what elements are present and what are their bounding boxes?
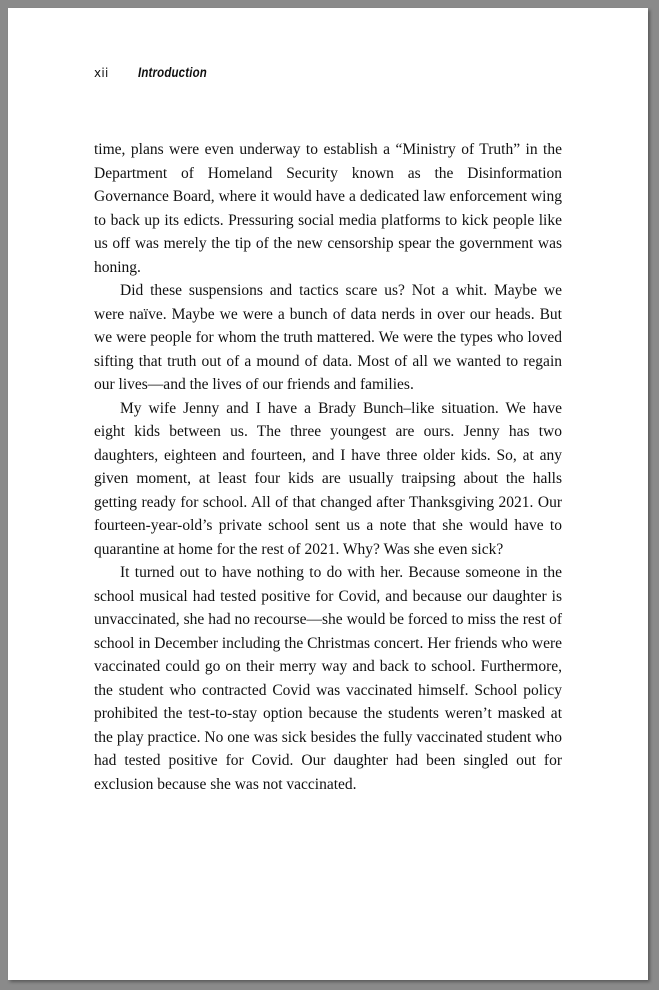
chapter-title: Introduction <box>138 64 207 80</box>
book-page <box>8 8 648 980</box>
page-number: xii <box>94 66 109 80</box>
paragraph: It turned out to have nothing to do with her. Because someone in the school musical had tested positive for Covid, and because our daughter is unvaccinated, she had no recourse—she would be forced to miss the rest of school in December including the Christmas concert. Her friends who were vaccinated could go on their merry way and back to school. Furthermore, the student who contracted Covid was vaccinated himself. School policy prohibited the test-to-stay option because the students weren’t masked at the play practice. No one was sick besides the fully vaccinated student who had tested positive for Covid. Our daughter had been singled out for exclusion because she was not vaccinated. <box>94 564 562 793</box>
running-head <box>94 64 222 84</box>
paragraph: My wife Jenny and I have a Brady Bunch–like situation. We have eight kids between us. The three youngest are ours. Jenny has two daughters, eighteen and fourteen, and I have three older kids. So, at any given moment, at least four kids are usually traipsing about the halls getting ready for school. All of that changed after Thanksgiving 2021. Our fourteen-year-old’s private school sent us a note that she would have to quarantine at home for the rest of 2021. Why? Was she even sick? <box>94 399 562 558</box>
paragraph: Did these suspensions and tactics scare us? Not a whit. Maybe we were naïve. Maybe we were a bunch of data nerds in over our heads. But we were people for whom the truth mattered. We were the types who loved sifting that truth out of a mound of data. Most of all we wanted to regain our lives—and the lives of our friends and families. <box>94 282 562 393</box>
paragraph-continued: time, plans were even underway to establish a “Ministry of Truth” in the Department of Homeland Security known as the Disinformation Governance Board, where it would have a dedicated law enforcement wing to back up its edicts. Pressuring social media platforms to kick people like us off was merely the tip of the new censorship spear the government was honing. <box>94 141 562 276</box>
body-text <box>94 138 562 796</box>
